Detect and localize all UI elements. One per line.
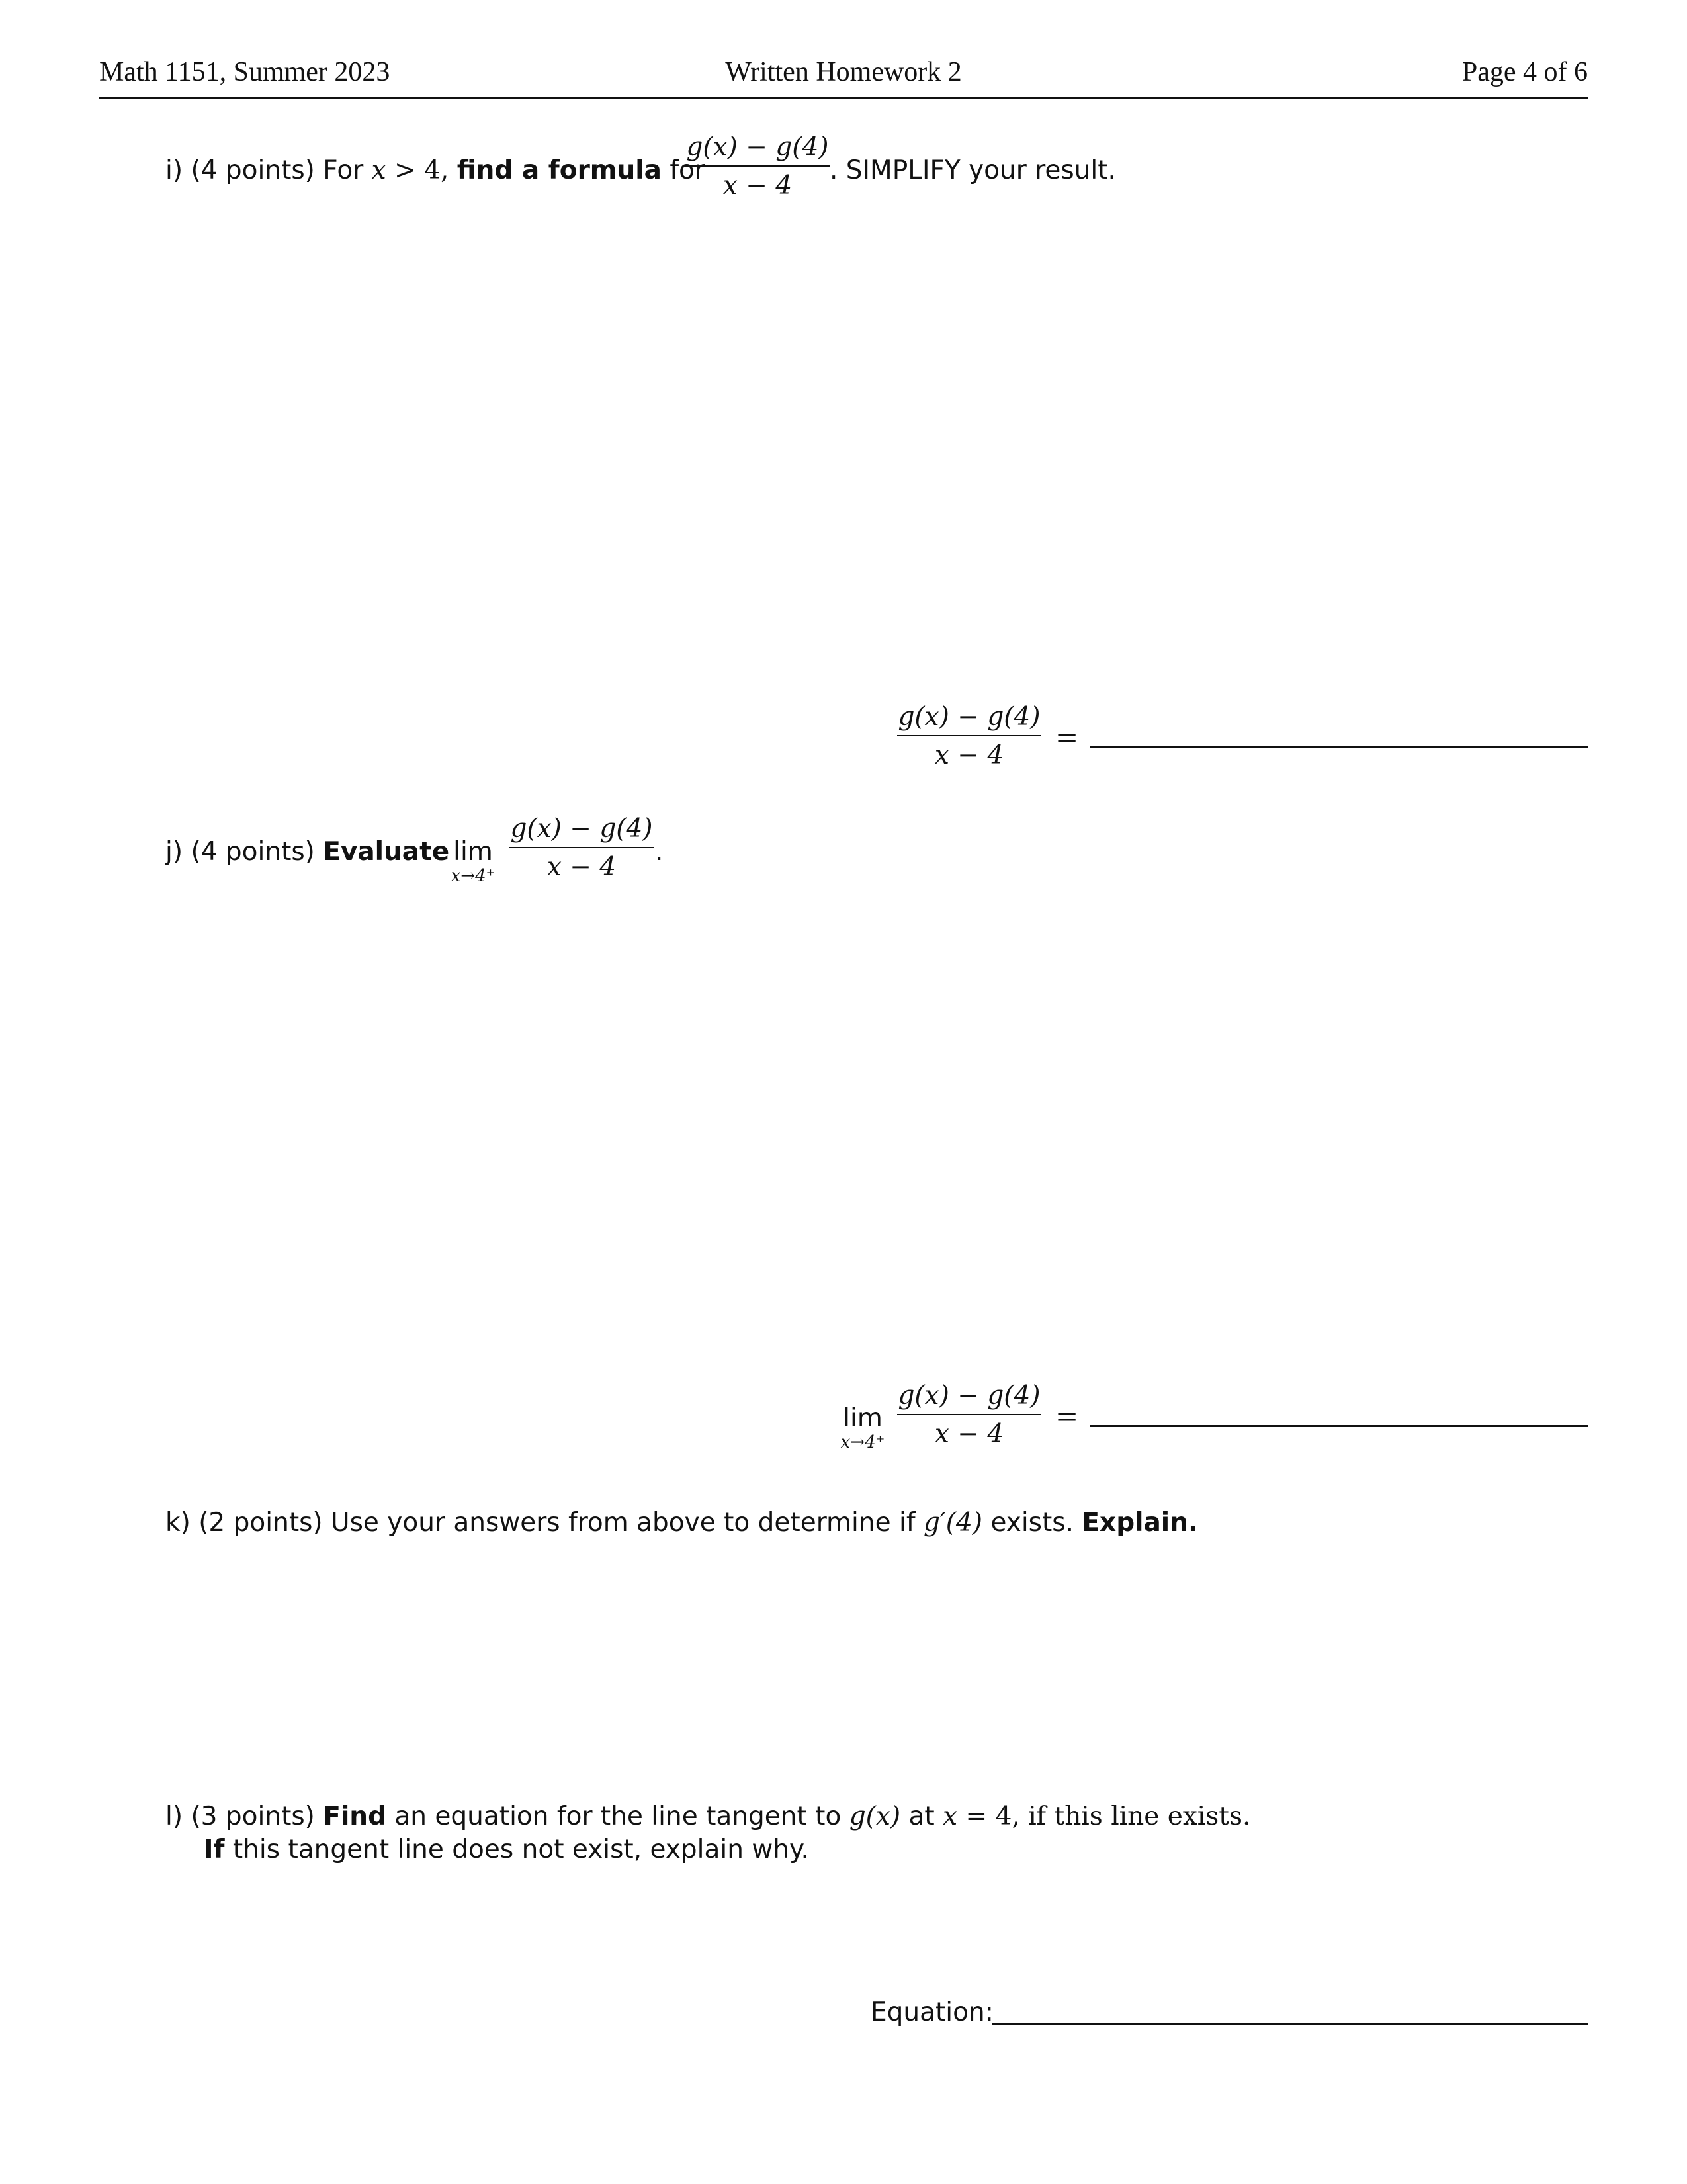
answer-j-equals: = [1055,1400,1079,1432]
question-k-bold: Explain. [1082,1508,1198,1538]
question-i-text-1: For [323,155,364,185]
answer-j-line[interactable] [1090,1425,1588,1427]
question-l-variable: x [943,1802,958,1831]
answer-i-equals: = [1055,721,1079,754]
answer-i-line[interactable] [1090,746,1588,748]
answer-i-fraction [897,704,1041,768]
question-i-text-4: . SIMPLIFY your result. [830,155,1116,185]
fraction-denominator: x − 4 [546,852,617,882]
question-k-label: k) [165,1508,191,1538]
question-k [165,1510,1198,1536]
question-l [165,1804,1250,1829]
question-l-bold-2: If [204,1835,225,1864]
fraction-numerator: g(x) − g(4) [898,702,1041,732]
question-j [165,839,449,865]
fraction-denominator: x − 4 [722,171,793,200]
question-j-period: . [655,837,664,867]
question-l-text-1: an equation for the line tangent to [394,1802,842,1831]
question-j-bold: Evaluate [323,837,450,867]
header-title: Written Homework 2 [725,57,962,87]
question-k-gprime: g′(4) [923,1508,983,1538]
question-i-bold: find a formula [456,155,662,185]
limit-symbol: lim [453,837,493,867]
limit-subscript: x→4⁺ [451,866,496,886]
limit-symbol: lim [843,1403,883,1433]
question-l-line-2 [204,1837,809,1862]
question-i [165,157,705,183]
question-l-text-3: = 4, if this line exists. [965,1802,1251,1831]
question-k-points: (2 points) [198,1508,323,1538]
question-j-fraction [509,816,654,880]
equation-answer-line[interactable] [992,2023,1588,2025]
fraction-numerator: g(x) − g(4) [898,1381,1041,1411]
question-l-bold-1: Find [323,1802,386,1831]
question-i-variable: x [371,155,386,185]
question-j-limit [447,839,499,885]
question-l-text-4: this tangent line does not exist, explain why. [232,1835,809,1864]
fraction-bar [897,1414,1041,1415]
question-j-label: j) [165,837,183,867]
equation-label: Equation: [871,1997,994,2027]
limit-subscript: x→4⁺ [840,1432,885,1452]
fraction-denominator: x − 4 [934,1419,1004,1449]
question-i-text-2: > 4, [394,155,449,185]
answer-j-limit [835,1405,890,1451]
header-page-number: Page 4 of 6 [1461,57,1588,87]
header-rule [99,97,1588,99]
question-i-points: (4 points) [191,155,315,185]
answer-j-fraction [897,1383,1041,1447]
question-i-label: i) [165,155,183,185]
question-l-points: (3 points) [191,1802,315,1831]
fraction-numerator: g(x) − g(4) [686,132,829,162]
question-j-points: (4 points) [191,837,315,867]
fraction-bar [897,735,1041,736]
question-l-gx: g(x) [849,1802,901,1831]
fraction-denominator: x − 4 [934,740,1004,770]
question-k-text-2: exists. [990,1508,1074,1538]
question-i-fraction [685,134,830,198]
question-k-text-1: Use your answers from above to determine if [331,1508,916,1538]
question-i-text-3: for [670,155,705,185]
header-course: Math 1151, Summer 2023 [99,57,390,87]
question-l-label: l) [165,1802,183,1831]
fraction-numerator: g(x) − g(4) [510,814,653,844]
question-l-text-2: at [908,1802,935,1831]
fraction-bar [509,847,654,848]
fraction-bar [685,165,830,167]
